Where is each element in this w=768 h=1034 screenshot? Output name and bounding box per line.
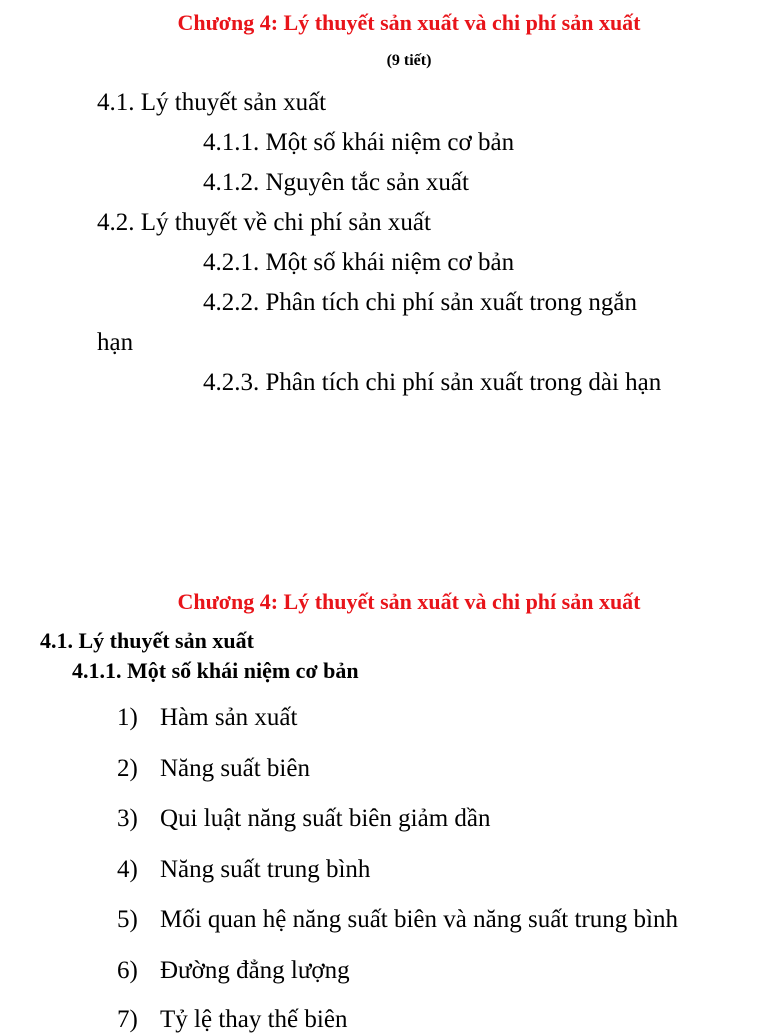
list-item bbox=[117, 805, 490, 833]
list-item bbox=[117, 704, 297, 732]
outline-item-4-2-2-wrap: hạn bbox=[97, 329, 134, 356]
list-item-number: 2) bbox=[117, 755, 138, 782]
outline-item-4-2-2: 4.2.2. Phân tích chi phí sản xuất trong ngắn bbox=[203, 289, 637, 316]
list-item-number: 1) bbox=[117, 704, 138, 731]
subsection-heading: 4.1.1. Một số khái niệm cơ bản bbox=[72, 658, 359, 683]
outline-item-4-1-1: 4.1.1. Một số khái niệm cơ bản bbox=[203, 129, 515, 156]
outline-item-4-2-3: 4.2.3. Phân tích chi phí sản xuất trong dài hạn bbox=[203, 369, 662, 396]
slide1-subtitle: (9 tiết) bbox=[386, 52, 432, 69]
list-item-text: Năng suất trung bình bbox=[160, 856, 371, 883]
list-item bbox=[117, 755, 310, 783]
outline-item-4-2: 4.2. Lý thuyết về chi phí sản xuất bbox=[97, 209, 431, 236]
list-item-text: Năng suất biên bbox=[160, 755, 310, 782]
list-item bbox=[117, 1006, 347, 1034]
list-item bbox=[117, 906, 678, 934]
outline-item-4-1: 4.1. Lý thuyết sản xuất bbox=[97, 89, 327, 116]
slide1-title: Chương 4: Lý thuyết sản xuất và chi phí sản xuất bbox=[177, 10, 641, 35]
list-item-text: Qui luật năng suất biên giảm dần bbox=[160, 805, 491, 832]
list-item-number: 7) bbox=[117, 1006, 138, 1033]
list-item-text: Mối quan hệ năng suất biên và năng suất trung bình bbox=[160, 906, 678, 933]
section-heading: 4.1. Lý thuyết sản xuất bbox=[40, 628, 254, 653]
list-item-number: 4) bbox=[117, 856, 138, 883]
list-item-number: 3) bbox=[117, 805, 138, 832]
list-item-number: 6) bbox=[117, 957, 138, 984]
slide2-title: Chương 4: Lý thuyết sản xuất và chi phí sản xuất bbox=[177, 589, 641, 614]
outline-item-4-1-2: 4.1.2. Nguyên tắc sản xuất bbox=[203, 169, 469, 196]
list-item-number: 5) bbox=[117, 906, 138, 933]
list-item bbox=[117, 856, 370, 884]
list-item bbox=[117, 957, 350, 985]
list-item-text: Hàm sản xuất bbox=[160, 704, 298, 731]
outline-item-4-2-1: 4.2.1. Một số khái niệm cơ bản bbox=[203, 249, 515, 276]
list-item-text: Đường đẳng lượng bbox=[160, 957, 350, 984]
list-item-text: Tỷ lệ thay thế biên bbox=[160, 1006, 348, 1033]
